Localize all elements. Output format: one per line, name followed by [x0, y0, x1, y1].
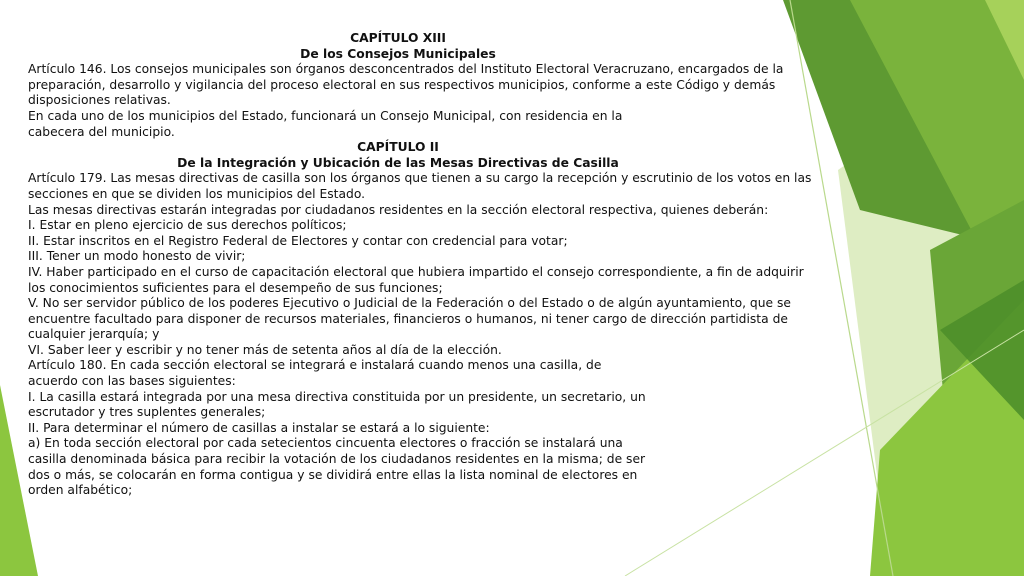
text-line: secciones en que se dividen los municipios del Estado. — [28, 186, 366, 201]
heading-line: CAPÍTULO XIII — [350, 31, 446, 45]
text-line: VI. Saber leer y escribir y no tener más de setenta años al día de la elección. — [28, 342, 502, 357]
text-line: acuerdo con las bases siguientes: — [28, 374, 236, 389]
text-line: cabecera del municipio. — [28, 124, 175, 139]
text-line: Las mesas directivas estarán integradas por ciudadanos residentes en la sección electoral respectiva, quienes deberán: — [28, 202, 769, 217]
document-text — [28, 31, 812, 499]
text-line: casilla denominada básica para recibir la votación de los ciudadanos residentes en la misma; de ser — [28, 452, 646, 467]
text-line: III. Tener un modo honesto de vivir; — [28, 249, 246, 264]
text-line: a) En toda sección electoral por cada setecientos cincuenta electores o fracción se instalará una — [28, 436, 623, 451]
heading-line: De los Consejos Municipales — [300, 46, 496, 61]
heading-line: CAPÍTULO II — [357, 140, 439, 155]
text-line: preparación, desarrollo y vigilancia del proceso electoral en sus respectivos municipios, conforme a este Código y demás — [28, 77, 776, 92]
text-line: los conocimientos suficientes para el desempeño de sus funciones; — [28, 280, 443, 295]
text-line: IV. Haber participado en el curso de capacitación electoral que hubiera impartido el consejo correspondiente, a fin de adquirir — [28, 264, 804, 279]
heading-line: De la Integración y Ubicación de las Mesas Directivas de Casilla — [177, 155, 619, 170]
text-line: II. Para determinar el número de casillas a instalar se estará a lo siguiente: — [28, 420, 490, 435]
text-line: II. Estar inscritos en el Registro Federal de Electores y contar con credencial para votar; — [28, 233, 568, 248]
text-line: escrutador y tres suplentes generales; — [28, 405, 266, 420]
text-line: encuentre facultado para disponer de recursos materiales, financieros o humanos, ni tener cargo de dirección partidista de — [28, 311, 788, 326]
text-line: cualquier jerarquía; y — [28, 327, 160, 342]
text-line: I. La casilla estará integrada por una mesa directiva constituida por un presidente, un secretario, un — [28, 389, 646, 404]
text-line: dos o más, se colocarán en forma contigua y se dividirá entre ellas la lista nominal de electores en — [28, 467, 638, 482]
text-line: En cada uno de los municipios del Estado, funcionará un Consejo Municipal, con residencia en la — [28, 108, 623, 123]
text-line: I. Estar en pleno ejercicio de sus derechos políticos; — [28, 218, 347, 233]
text-line: Artículo 179. Las mesas directivas de casilla son los órganos que tienen a su cargo la recepción y escrutinio de los votos en las — [28, 171, 812, 186]
text-line: V. No ser servidor público de los poderes Ejecutivo o Judicial de la Federación o del Estado o de algún ayuntamiento, que se — [28, 296, 791, 311]
text-line: disposiciones relativas. — [28, 93, 171, 108]
text-line: Artículo 180. En cada sección electoral se integrará e instalará cuando menos una casilla, de — [28, 358, 602, 373]
text-line: Artículo 146. Los consejos municipales son órganos desconcentrados del Instituto Electoral Veracruzano, encargados de la — [28, 62, 784, 77]
text-line: orden alfabético; — [28, 483, 133, 498]
